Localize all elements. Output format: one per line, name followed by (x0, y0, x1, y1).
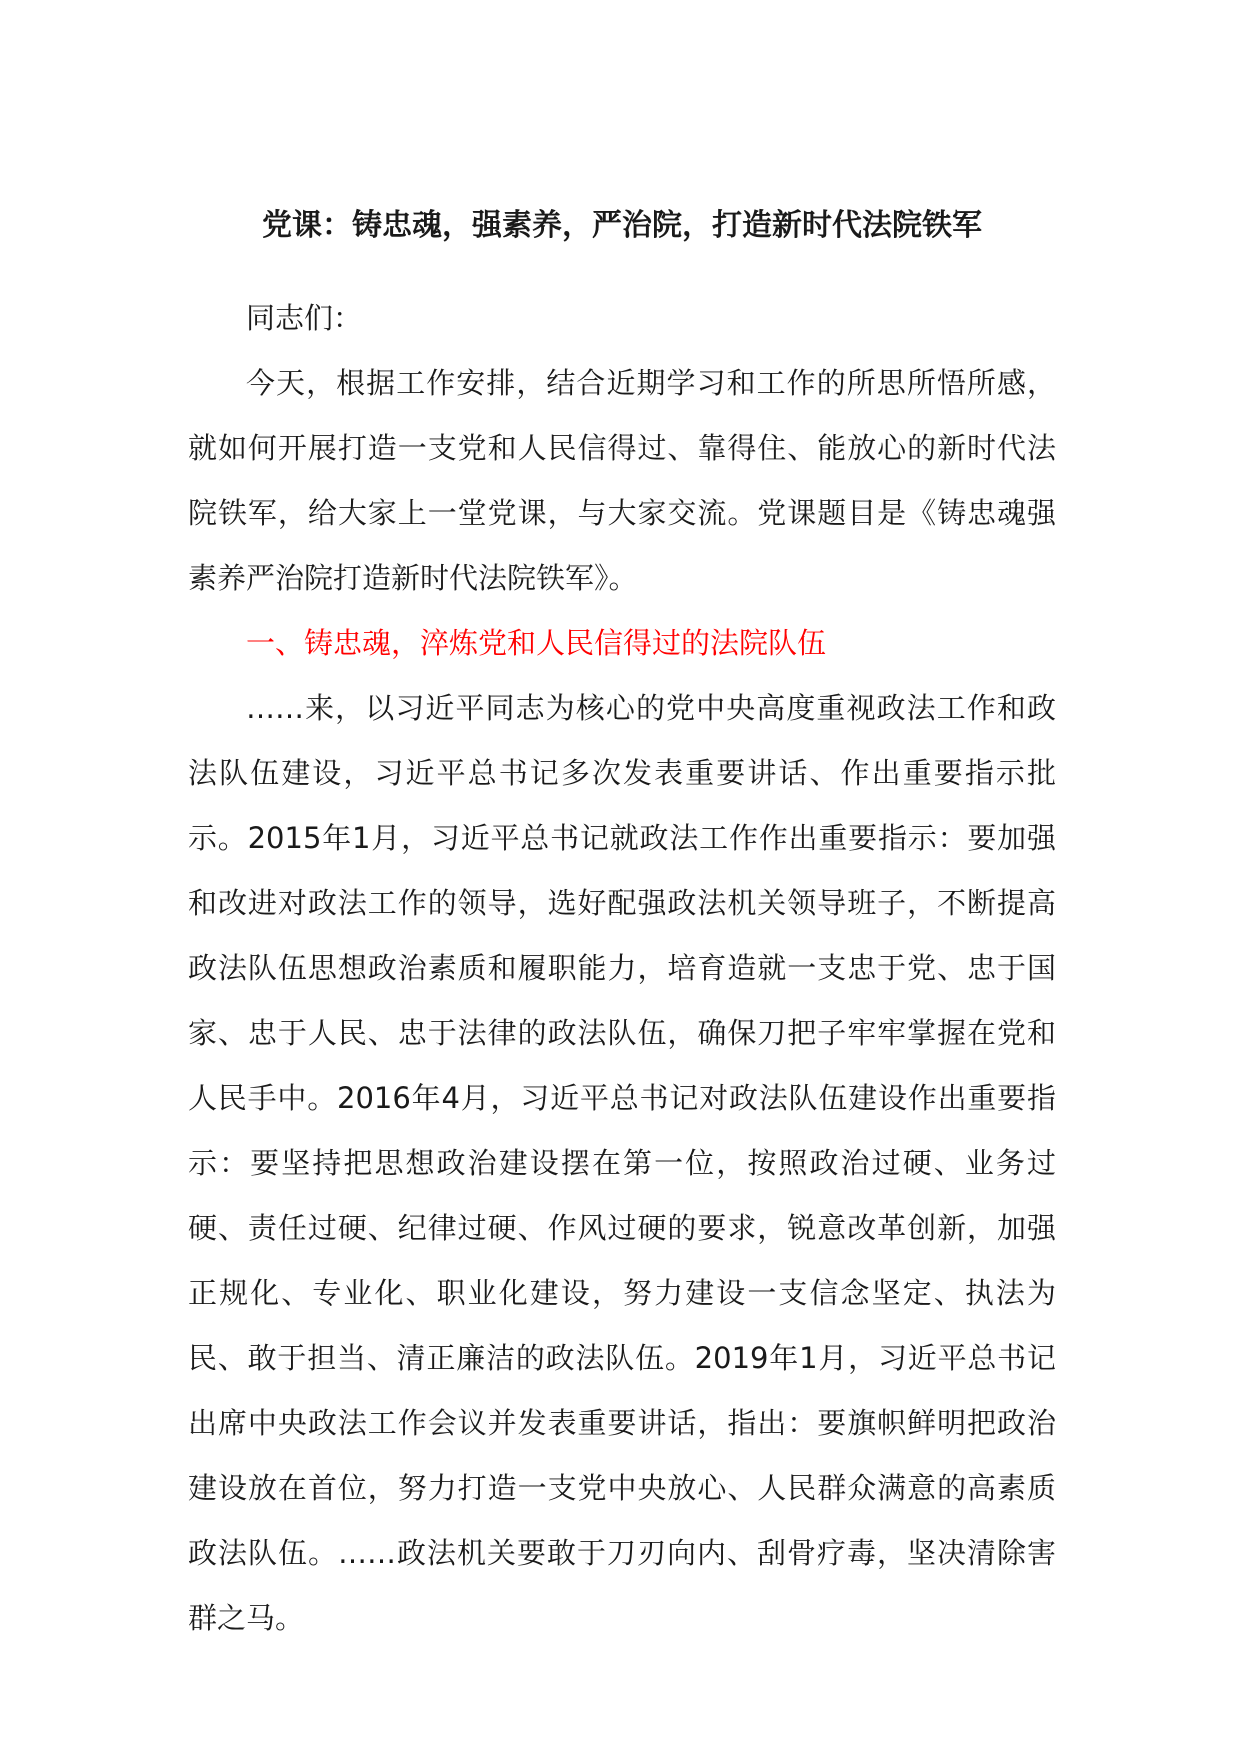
intro-paragraph: 今天，根据工作安排，结合近期学习和工作的所思所悟所感，就如何开展打造一支党和人民信得过、靠得住、能放心的新时代法院铁军，给大家上一堂党课，与大家交流。党课题目是《铸忠魂强素养严治院打造新时代法院铁军》。 (188, 366, 1056, 595)
document-content (188, 206, 1056, 1651)
document-title: 党课：铸忠魂，强素养，严治院，打造新时代法院铁军 (262, 208, 982, 243)
section-body-paragraph: ……来，以习近平同志为核心的党中央高度重视政法工作和政法队伍建设，习近平总书记多次发表重要讲话、作出重要指示批示。2015年1月，习近平总书记就政法工作作出重要指示：要加强和改进对政法工作的领导，选好配强政法机关领导班子，不断提高政法队伍思想政治素质和履职能力，培育造就一支忠于党、忠于国家、忠于人民、忠于法律的政法队伍，确保刀把子牢牢掌握在党和人民手中。2016年4月，习近平总书记对政法队伍建设作出重要指示：要坚持把思想政治建设摆在第一位，按照政治过硬、业务过硬、责任过硬、纪律过硬、作风过硬的要求，锐意改革创新，加强正规化、专业化、职业化建设，努力建设一支信念坚定、执法为民、敢于担当、清正廉洁的政法队伍。2019年1月，习近平总书记出席中央政法工作会议并发表重要讲话，指出：要旗帜鲜明把政治建设放在首位，努力打造一支党中央放心、人民群众满意的高素质政法队伍。……政法机关要敢于刀刃向内、刮骨疗毒，坚决清除害群之马。 (188, 691, 1056, 1635)
section-heading: 一、铸忠魂，淬炼党和人民信得过的法院队伍 (246, 626, 827, 660)
salutation: 同志们： (246, 301, 363, 335)
